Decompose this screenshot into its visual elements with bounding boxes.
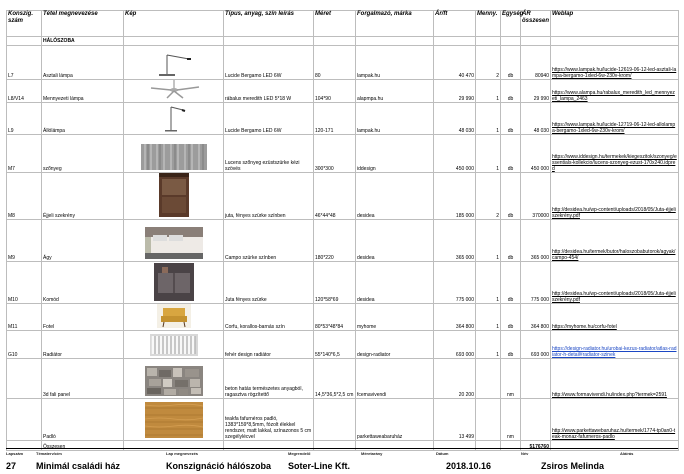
item-total: 364 800 [521,304,551,331]
item-total: 29 990 [521,80,551,103]
item-description: beton hatás természetes anyagból, ragasztva rögzítettő [224,359,314,399]
col-image-header: Kép [124,11,224,37]
ceiling-fan-lamp-image [124,80,224,103]
footer-label-sheet-name: Lap megnevezés [166,451,199,456]
table-row [7,135,679,173]
table-row [7,262,679,304]
footer-label-designer: Név [521,451,529,456]
item-unit-price: 185 000 [434,173,476,220]
table-row [7,331,679,359]
item-description: Campo szürke színben [224,220,314,262]
footer-label-theme: Tématerv/cím [36,451,62,456]
item-size [314,399,356,441]
item-description: Lucens szőnyeg ezüstszürke kézi szövés [224,135,314,173]
item-brand: desidea [356,220,434,262]
footer-label-signature: Aláírás [620,451,634,456]
item-size: 300*300 [314,135,356,173]
item-weblink[interactable]: http://desidea.hu/wp-content/uploads/2018/05/Juta-éjjeliszekrény.pdf [552,207,676,219]
item-brand: iddesign [356,135,434,173]
item-name: Éjjeli szekrény [42,173,124,220]
client-name: Soter-Line Kft. [288,461,350,471]
item-description: Lucide Bergamo LED 6W [224,103,314,135]
item-total: 693 000 [521,331,551,359]
item-weblink-cell [551,80,679,103]
date-value: 2018.10.16 [446,461,492,471]
project-name: Minimál családi ház [36,461,121,471]
item-unit-price: 29 990 [434,80,476,103]
item-unit: db [501,80,521,103]
item-unit-price: 48 030 [434,103,476,135]
item-code: L9 [7,103,42,135]
nightstand-image [124,173,224,220]
item-weblink[interactable]: http://desidea.hu/termek/butor/haloszobabutorok/agyak/campo-454/ [552,249,676,261]
item-weblink-cell [551,331,679,359]
col-web-header: Weblap [551,11,679,37]
nightstand-picture [159,173,189,217]
item-weblink-cell [551,220,679,262]
item-weblink-cell [551,262,679,304]
item-code: L8/V14 [7,80,42,103]
item-name: Állólámpa [42,103,124,135]
col-type-header: Típus, anyag, szín leírás [224,11,314,37]
footer-label-scale: Méretarány [361,451,383,456]
item-unit: db [501,220,521,262]
item-weblink[interactable]: https://www.alampa.hu/rabalux_meredith_led_mennyezeti_lampa_2463 [552,90,675,102]
col-total-header: ÁR összesen [521,11,551,37]
footer-label-sheet: Lapszám [6,451,24,456]
bed-picture [145,227,203,259]
item-unit: db [501,46,521,80]
item-total: 48 030 [521,103,551,135]
item-total: 450 000 [521,135,551,173]
table-row [7,359,679,399]
summary-label: Összesen [42,441,124,451]
item-unit-price: 364 800 [434,304,476,331]
item-brand: design-radiator [356,331,434,359]
item-total: 365 000 [521,220,551,262]
item-name: Padló [42,399,124,441]
item-description: Juta fényes szürke [224,262,314,304]
ceiling-fan-lamp-picture [147,80,201,100]
table-row [7,103,679,135]
item-name: Mennyezeti lámpa [42,80,124,103]
desk-lamp-picture [147,51,201,77]
item-brand: fcemavivendi [356,359,434,399]
table-row [7,80,679,103]
item-total: 370000 [521,173,551,220]
item-unit: db [501,103,521,135]
item-brand: lampak.hu [356,46,434,80]
summary-total: 5176760 [521,441,551,451]
item-description: juta, fényes szürke színben [224,173,314,220]
item-name: Asztali lámpa [42,46,124,80]
col-code-header: Konszig. szám [7,11,42,37]
item-unit: nm [501,399,521,441]
item-description: Corfu, korallos-barnás szín [224,304,314,331]
item-unit: db [501,135,521,173]
item-quantity: 1 [476,103,501,135]
title-block [6,448,678,473]
item-brand: parkettaweabaruház [356,399,434,441]
section-title: HÁLÓSZOBA [42,37,124,46]
item-name: Radiátor [42,331,124,359]
rug-image [124,135,224,173]
item-code [7,359,42,399]
table-row [7,220,679,262]
item-weblink[interactable]: https://www.iddesign.hu/termekek/kiegeszitok/szonyeg/essentials-kollekcio/lucens-szonyeg-ezust-170x240.idpred [552,154,677,172]
item-quantity [476,359,501,399]
table-row [7,399,679,441]
armchair-image [124,304,224,331]
item-size: 180*220 [314,220,356,262]
item-size: 120-171 [314,103,356,135]
table-row [7,304,679,331]
item-weblink-cell [551,46,679,80]
dresser-image [124,262,224,304]
floor-lamp-picture [147,104,201,132]
wall-panel-image [124,359,224,399]
dresser-picture [154,263,194,301]
designer-name: Zsiros Melinda [541,461,605,471]
item-brand: desidea [356,262,434,304]
item-unit: db [501,331,521,359]
item-weblink-cell [551,399,679,441]
item-brand: alapmpa.hu [356,80,434,103]
item-name: szőnyeg [42,135,124,173]
item-code: M9 [7,220,42,262]
col-unit-header: Egység [501,11,521,37]
table-header [7,11,679,37]
table-row [7,173,679,220]
item-weblink[interactable]: https://myhome.hu/corfu-fotel [552,324,617,330]
rug-picture [141,144,207,170]
radiator-picture [150,334,198,356]
item-code: G10 [7,331,42,359]
item-name: Komód [42,262,124,304]
item-description: teakfa fafurnéros padló, 1383*159*8,5mm, fózolt élekkel rendszer, matt lakkal, színazonos 5 cm szegélylécvel [224,399,314,441]
item-size: 80*53*48*84 [314,304,356,331]
item-code: M7 [7,135,42,173]
item-weblink-cell [551,173,679,220]
floor-lamp-image [124,103,224,135]
item-total [521,359,551,399]
item-quantity: 1 [476,135,501,173]
item-name: Fotel [42,304,124,331]
item-quantity: 1 [476,262,501,304]
item-unit-price: 13 499 [434,399,476,441]
radiator-image [124,331,224,359]
item-unit-price: 775 000 [434,262,476,304]
bed-image [124,220,224,262]
item-weblink-cell [551,135,679,173]
item-quantity: 2 [476,173,501,220]
item-size: 80 [314,46,356,80]
col-brand-header: Forgalmazó, márka [356,11,434,37]
item-unit-price: 693 000 [434,331,476,359]
sheet-number: 27 [6,461,17,471]
item-size: 14,5*36,5*2,5 cm [314,359,356,399]
item-unit-price: 365 000 [434,220,476,262]
wood-floor-picture [145,402,203,438]
item-weblink[interactable]: https://www.lampak.hu/lucide-12719-06-12-led-allolampa-bergamo-1xled-6w-230v-krom/ [552,122,676,134]
item-code: M10 [7,262,42,304]
item-weblink[interactable]: http://desidea.hu/wp-content/uploads/2018/05/Juta-éjjeliszekrény.pdf [552,291,676,303]
item-unit: db [501,173,521,220]
section-row [7,37,679,46]
item-brand: desidea [356,173,434,220]
table-row [7,46,679,80]
item-total [521,399,551,441]
item-quantity: 1 [476,331,501,359]
item-unit: db [501,262,521,304]
item-brand: myhome [356,304,434,331]
sheet-title: Konszignáció hálószoba [166,461,272,471]
col-size-header: Méret [314,11,356,37]
item-code: L7 [7,46,42,80]
consignation-table [6,10,679,451]
item-quantity: 1 [476,220,501,262]
item-unit-price: 40 470 [434,46,476,80]
item-description: Lucide Bergamo LED 6W [224,46,314,80]
item-quantity: 1 [476,304,501,331]
item-total: 775 000 [521,262,551,304]
item-weblink-cell [551,103,679,135]
item-weblink[interactable]: https://design-radiator.hu/urobai-kezus-radiator/atlas-radiator-h-detail#radiator-szinek [552,346,677,358]
item-size: 46*44*48 [314,173,356,220]
item-size: 120*58*69 [314,262,356,304]
item-weblink[interactable]: https://www.lampak.hu/lucide-12619-06-12-led-asztali-lampa-bergamo-1xled-6w-230v-krom/ [552,67,677,79]
item-unit-price: 20 200 [434,359,476,399]
item-total: 80940 [521,46,551,80]
col-price-header: Ár/ft [434,11,476,37]
wood-floor-image [124,399,224,441]
item-description: rábalux meredith LED 5*18 W [224,80,314,103]
item-quantity [476,399,501,441]
armchair-picture [157,304,191,328]
item-description: fehér design radiátor [224,331,314,359]
item-brand: lampak.hu [356,103,434,135]
item-weblink-cell [551,304,679,331]
item-name: 3d fali panel [42,359,124,399]
item-weblink[interactable]: http://www.parkettawebaruhaz.hu/termek/1774-tp0an0-teak-monaz-fafurneros-padlo [552,428,676,440]
item-weblink[interactable]: http://www.formavivendi.hu/index.php?termek=2591 [552,392,667,398]
footer-label-client: Megrendelő [288,451,311,456]
item-code [7,399,42,441]
item-quantity: 1 [476,80,501,103]
item-code: M11 [7,304,42,331]
item-unit-price: 450 000 [434,135,476,173]
item-name: Ágy [42,220,124,262]
footer-label-date: Dátum [436,451,449,456]
desk-lamp-image [124,46,224,80]
item-quantity: 2 [476,46,501,80]
item-weblink-cell [551,359,679,399]
col-name-header: Tétel megnevezése [42,11,124,37]
item-unit: db [501,304,521,331]
item-size: 104*90 [314,80,356,103]
col-qty-header: Menny. [476,11,501,37]
item-code: M8 [7,173,42,220]
item-unit: nm [501,359,521,399]
item-size: 55*140*6,5 [314,331,356,359]
wall-panel-picture [145,366,203,396]
